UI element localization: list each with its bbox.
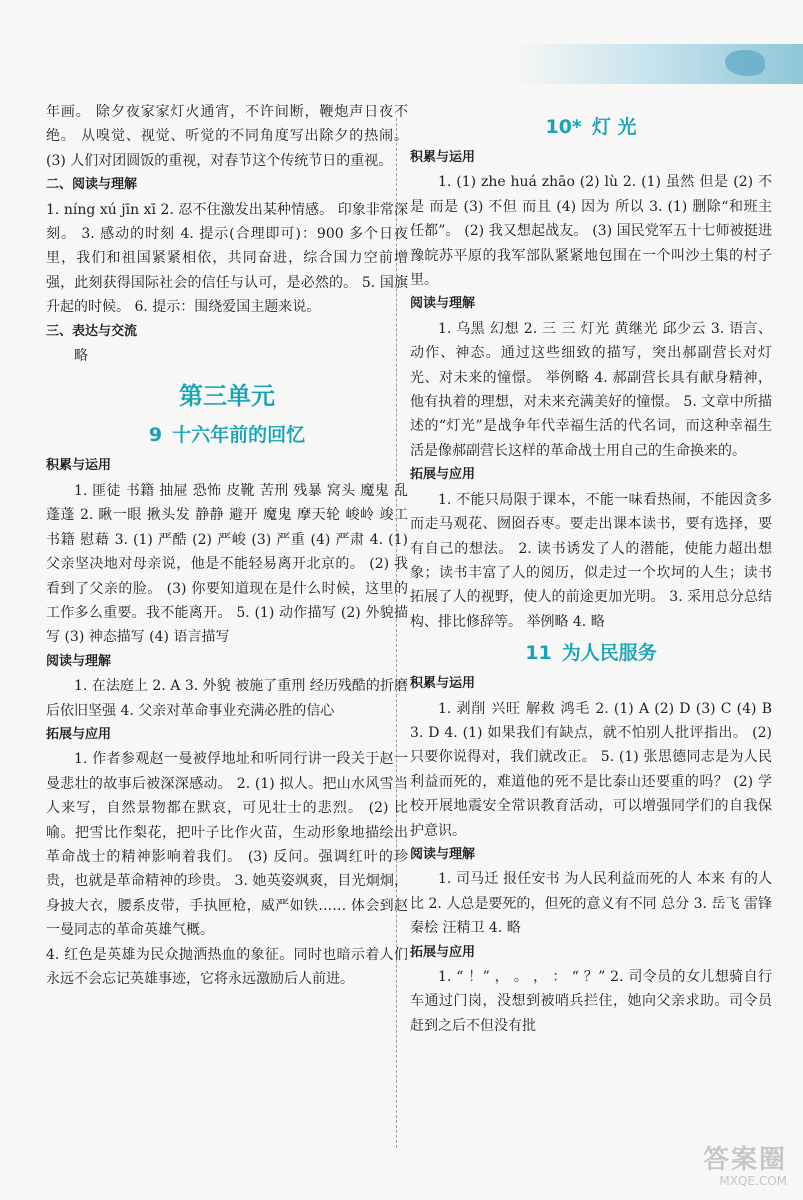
lesson-11-heading-accumulate: 积累与运用 (410, 676, 476, 692)
lesson-11-heading-extend: 拓展与应用 (410, 944, 476, 960)
lesson-10-accumulate-text: 1. (1) zhe huá zhāo (2) lù 2. (1) 虽然 但是 (2) 不是 而是 (3) 不但 而且 (4) 因为 所以 3. (1) 删除“和班主任都”。 (2) 我又想起战友。 (3) 国民党军五十七师被挺进豫皖苏平原的我军部队紧紧地包围在一个叫沙土集的村子里。 (410, 174, 772, 289)
reading-answers: 1. níng xú jīn xī 2. 忍不住激发出某种情感。 印象非常深刻。 3. 感动的时刻 4. 提示(合理即可)：900 多个日夜里，我们和祖国紧紧相依，共同奋进，综合国力空前增强，此刻获得国际社会的信任与认可，是必然的。 5. 国旗升起的时候。 6. 提示：围绕爱国主题来说。 (46, 201, 408, 316)
section-heading-expression: 三、表达与交流 (46, 323, 138, 339)
lesson-11-title (410, 636, 772, 670)
lesson-11-name: 为人民服务 (561, 642, 657, 665)
lesson-10-heading-accumulate: 积累与运用 (410, 150, 476, 165)
lesson-9-heading-extend: 拓展与应用 (46, 726, 112, 742)
lesson-11-number: 11 (525, 642, 552, 665)
expression-answer: 略 (74, 348, 88, 365)
lesson-10-heading-extend: 拓展与应用 (410, 467, 476, 483)
lesson-10-heading-reading: 阅读与理解 (410, 296, 476, 312)
watermark-domain: MXQE.COM (719, 1174, 787, 1188)
lesson-10-extend-text: 1. 不能只局限于课本，不能一味看热闹，不能因贪多而走马观花、囫囵吞枣。要走出课本读书，要有选择，要有自己的想法。 2. 读书诱发了人的潜能，使能力超出想象；读书丰富了人的阅历，似走过一个坎坷的人生；读书拓展了人的视野，使人的前途更加光明。 3. 采用总分总结构、排比修辞等。 举例略 4. 略 (410, 491, 772, 630)
lesson-9-reading-text: 1. 在法庭上 2. A 3. 外貌 被施了重刑 经历残酷的折磨后依旧坚强 4. 父亲对革命事业充满必胜的信心 (46, 678, 408, 719)
left-column (46, 100, 408, 991)
lesson-10-number: 10* (545, 116, 582, 138)
lesson-9-number: 9 (148, 424, 163, 447)
unit-title: 第三单元 (179, 382, 275, 411)
wave-decoration-icon (725, 50, 765, 76)
lesson-9-name: 十六年前的回忆 (172, 424, 306, 447)
lesson-9-title (46, 418, 408, 452)
lesson-11-reading-text: 1. 司马迁 报任安书 为人民利益而死的人 本来 有的人 比 2. 人总是要死的，但死的意义有不同 总分 3. 岳飞 雷锋 秦桧 汪精卫 4. 略 (410, 871, 772, 937)
lesson-9-heading-accumulate: 积累与运用 (46, 458, 112, 474)
lesson-9-accumulate-text: 1. 匪徒 书籍 抽屉 恐怖 皮靴 苦刑 残暴 窝头 魔鬼 乱蓬蓬 2. 瞅一眼 揪头发 静静 避开 魔鬼 摩天轮 峻岭 竣工 书籍 慰藉 3. (1) 严酷 (2) 严峻 (3) 严重 (4) 严肃 4. (1) 父亲坚决地对母亲说，他是不能轻易离开北京的。 (2) 我看到了父亲的脸。 (3) 你要知道现在是什么时候，这里的工作多么重要。我不能离开。 5. (1) 动作描写 (2) 外貌描写 (3) 神态描写 (4) 语言描写 (46, 482, 408, 646)
lesson-9-extend-text-4: 4. 红色是英雄为民众抛洒热血的象征。同时也暗示着人们永远不会忘记英雄事迹，它将永远激励后人前进。 (46, 946, 408, 987)
watermark-text: 答案圈 (702, 1145, 787, 1175)
intro-paragraph: 年画。 除夕夜家家灯火通宵，不许间断，鞭炮声日夜不绝。 从嗅觉、视觉、听觉的不同角度写出除夕的热闹。 (3) 人们对团圆饭的重视，对春节这个传统节日的重视。 (46, 104, 408, 169)
lesson-10-title (410, 110, 772, 144)
lesson-11-extend-text: 1. “ ！” ， 。 ， ： “ ？” 2. 司令员的女儿想骑自行车通过门岗，没想到被哨兵拦住，她向父亲求助。司令员赶到之后不但没有批 (410, 969, 772, 1034)
lesson-9-extend-text: 1. 作者参观赵一曼被俘地址和听同行讲一段关于赵一曼悲壮的故事后被深深感动。 2. (1) 拟人。把山水风雪当人来写，自然景物都在默哀，可见壮士的悲烈。 (2) 比喻。把雪比作梨花，把叶子比作火苗，生动形象地描绘出革命战士的精神影响着我们。 (3) 反问。强调红叶的珍贵，也就是革命精神的珍贵。 3. 她英姿飒爽，目光炯炯，身披大衣，腰系皮带，手执匣枪，威严如铁…… 体会到赵一曼同志的革命英雄气概。 (46, 751, 408, 939)
lesson-11-accumulate-text: 1. 剥削 兴旺 解救 鸿毛 2. (1) A (2) D (3) C (4) B 3. D 4. (1) 如果我们有缺点，就不怕别人批评指出。 (2) 只要你说得对，我们就改正。 5. (1) 张思德同志是为人民利益而死的，难道他的死不是比泰山还要重的吗？ (2) 学校开展地震安全常识教育活动，可以增强同学们的自我保护意识。 (410, 700, 772, 839)
section-heading-reading: 二、阅读与理解 (46, 177, 138, 193)
lesson-9-heading-reading: 阅读与理解 (46, 653, 112, 669)
right-column (410, 100, 772, 1038)
watermark-logo (637, 1146, 787, 1190)
lesson-10-name: 灯 光 (591, 116, 637, 138)
lesson-10-reading-text: 1. 乌黑 幻想 2. 三 三 灯光 黄继光 邱少云 3. 语言、动作、神态。通过这些细致的描写，突出郝副营长对灯光、对未来的憧憬。 举例略 4. 郝副营长具有献身精神，他有执着的理想，对未来充满美好的憧憬。 5. 文章中所描述的“灯光”是战争年代幸福生活的代名词，而这种幸福生活是像郝副营长这样的革命战士用自己的生命换来的。 (410, 320, 772, 459)
lesson-11-heading-reading: 阅读与理解 (410, 846, 476, 862)
